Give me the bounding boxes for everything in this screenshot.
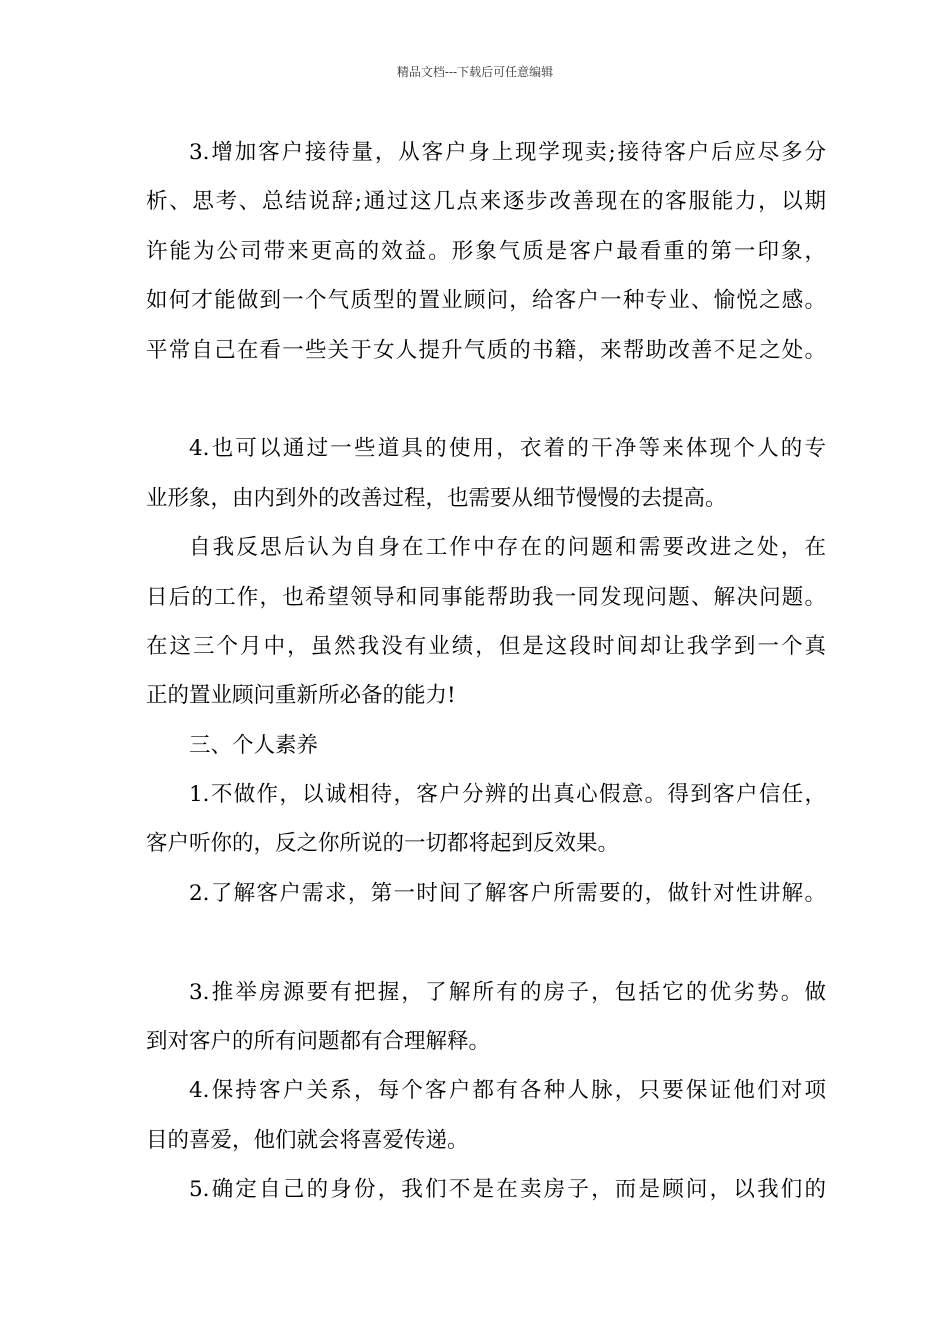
text-line: 3.增加客户接待量，从客户身上现学现卖;接待客户后应尽多分 [189,140,826,165]
text-line: 3.推举房源要有把握，了解所有的房子，包括它的优劣势。做 [189,979,826,1005]
text-line: 在这三个月中，虽然我没有业绩，但是这段时间却让我学到一个真 [146,633,826,659]
document-body [146,128,826,1215]
paragraph-gap [146,375,826,424]
text-line: 正的置业顾问重新所必备的能力! [146,683,456,709]
text-line: 到对客户的所有问题都有合理解释。 [146,1029,491,1055]
text-line: 5.确定自己的身份，我们不是在卖房子，而是顾问，以我们的 [189,1177,826,1203]
text-line: 1.不做作，以诚相待，客户分辨的出真心假意。得到客户信任， [189,782,826,808]
text-line: 许能为公司带来更高的效益。形象气质是客户最看重的第一印象， [146,238,826,264]
text-line: 平常自己在看一些关于女人提升气质的书籍，来帮助改善不足之处。 [146,337,826,363]
paragraph-gap [146,918,826,967]
text-line: 日后的工作，也希望领导和同事能帮助我一同发现问题、解决问题。 [146,584,826,610]
text-line: 4.保持客户关系，每个客户都有各种人脉，只要保证他们对项 [189,1078,826,1104]
text-line: 业形象，由内到外的改善过程，也需要从细节慢慢的去提高。 [146,485,727,511]
text-line: 析、思考、总结说辞;通过这几点来逐步改善现在的客服能力，以期 [146,189,826,215]
page-header: 精品文档---下载后可任意编辑 [396,65,554,79]
text-line: 客户听你的，反之你所说的一切都将起到反效果。 [146,831,620,857]
text-line: 目的喜爱，他们就会将喜爱传递。 [146,1127,469,1153]
text-line: 自我反思后认为自身在工作中存在的问题和需要改进之处，在 [189,535,826,561]
text-line: 如何才能做到一个气质型的置业顾问，给客户一种专业、愉悦之感。 [146,288,826,314]
text-line: 4.也可以通过一些道具的使用，衣着的干净等来体现个人的专 [189,436,826,462]
section-heading: 三、个人素养 [189,732,319,758]
text-line: 2.了解客户需求，第一时间了解客户所需要的，做针对性讲解。 [189,880,826,906]
